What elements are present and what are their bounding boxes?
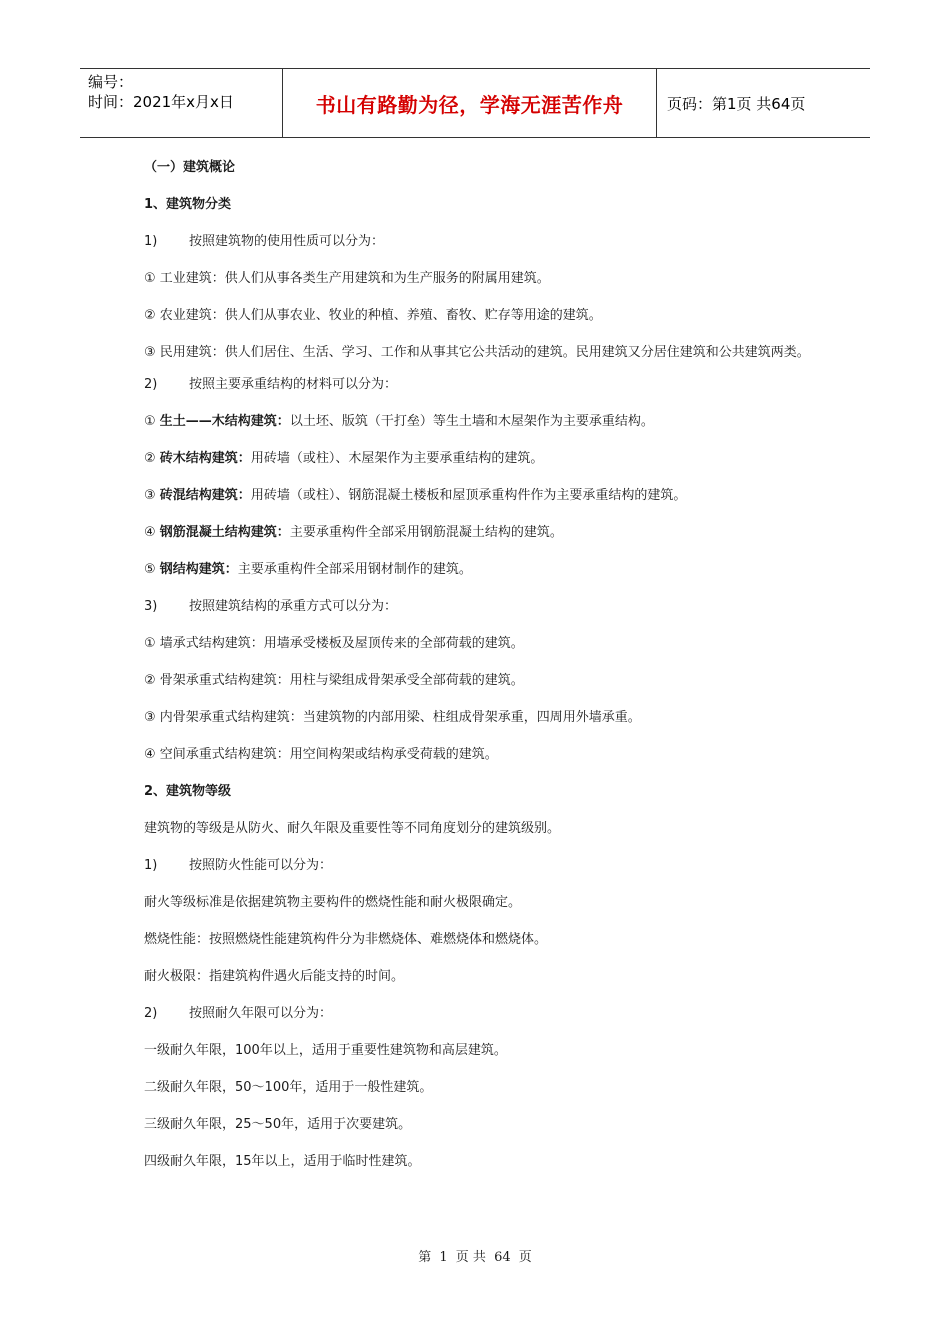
item-marker: ② — [144, 451, 160, 466]
section-heading — [144, 195, 824, 214]
list-number: 2) — [144, 1006, 158, 1021]
text-line — [144, 486, 824, 505]
text-line — [144, 412, 824, 431]
text-line — [144, 597, 824, 616]
footer-mid: 页 共 — [455, 1250, 486, 1265]
text-line — [144, 708, 824, 727]
line-text: 用砖墙（或柱）、钢筋混凝土楼板和屋顶承重构件作为主要承重结构的建筑。 — [250, 488, 687, 503]
line-text: ④ 空间承重式结构建筑：用空间构架或结构承受荷载的建筑。 — [144, 747, 498, 762]
line-text: 主要承重构件全部采用钢材制作的建筑。 — [237, 562, 472, 577]
line-text: 三级耐久年限，25～50年，适用于次要建筑。 — [144, 1117, 412, 1132]
text-line — [144, 893, 824, 912]
line-text: ③ 民用建筑：供人们居住、生活、学习、工作和从事其它公共活动的建筑。民用建筑又分居住建筑和公共建筑两类。 — [144, 345, 810, 360]
text-line — [144, 671, 824, 690]
line-text: 主要承重构件全部采用钢筋混凝土结构的建筑。 — [289, 525, 563, 540]
line-text: 二级耐久年限，50～100年，适用于一般性建筑。 — [144, 1080, 433, 1095]
line-text: 一级耐久年限，100年以上，适用于重要性建筑物和高层建筑。 — [144, 1043, 507, 1058]
text-line — [144, 523, 824, 542]
line-text: 燃烧性能：按照燃烧性能建筑构件分为非燃烧体、难燃烧体和燃烧体。 — [144, 932, 548, 947]
list-number: 2) — [144, 377, 158, 392]
line-text: 建筑物的等级是从防火、耐久年限及重要性等不同角度划分的建筑级别。 — [144, 821, 561, 836]
footer-page-number: 1 — [439, 1250, 448, 1265]
text-line — [144, 306, 824, 325]
line-text: 用砖墙（或柱）、木屋架作为主要承重结构的建筑。 — [250, 451, 544, 466]
text-line — [144, 269, 824, 288]
line-text: 四级耐久年限，15年以上，适用于临时性建筑。 — [144, 1154, 421, 1169]
section-heading — [144, 782, 824, 801]
text-line — [144, 819, 824, 838]
item-marker: ③ — [144, 488, 160, 503]
text-line — [144, 634, 824, 653]
line-text: 按照主要承重结构的材料可以分为： — [189, 377, 398, 392]
date-label: 时间：2021年x月x日 — [88, 93, 234, 111]
term-label: 钢筋混凝土结构建筑： — [159, 525, 290, 540]
text-line — [144, 560, 824, 579]
text-line — [144, 1078, 824, 1097]
text-line — [144, 375, 824, 394]
item-marker: ⑤ — [144, 562, 160, 577]
line-text: 耐火极限：指建筑构件遇火后能支持的时间。 — [144, 969, 405, 984]
item-marker: ④ — [144, 525, 160, 540]
footer-post: 页 — [518, 1250, 532, 1265]
line-text: 按照建筑物的使用性质可以分为： — [189, 234, 385, 249]
footer-pre: 第 — [418, 1250, 432, 1265]
motto-text: 书山有路勤为径，学海无涯苦作舟 — [282, 69, 657, 137]
line-text: 按照防火性能可以分为： — [189, 858, 333, 873]
text-line — [144, 343, 824, 362]
term-label: 生土——木结构建筑： — [159, 414, 290, 429]
text-line — [144, 856, 824, 875]
document-body — [144, 158, 824, 1189]
line-text: ② 农业建筑：供人们从事农业、牧业的种植、养殖、畜牧、贮存等用途的建筑。 — [144, 308, 602, 323]
line-text: 按照耐久年限可以分为： — [189, 1006, 333, 1021]
footer-total-pages: 64 — [494, 1250, 511, 1265]
text-line — [144, 745, 824, 764]
term-label: 砖混结构建筑： — [159, 488, 251, 503]
header-left-cell — [80, 69, 282, 137]
text-line — [144, 449, 824, 468]
code-label: 编号： — [88, 73, 134, 91]
line-text: ② 骨架承重式结构建筑：用柱与梁组成骨架承受全部荷载的建筑。 — [144, 673, 524, 688]
text-line — [144, 1004, 824, 1023]
text-line — [144, 1115, 824, 1134]
line-text: 以土坯、版筑（干打垒）等生土墙和木屋架作为主要承重结构。 — [289, 414, 654, 429]
line-text: ① 工业建筑：供人们从事各类生产用建筑和为生产服务的附属用建筑。 — [144, 271, 550, 286]
list-number: 3) — [144, 599, 158, 614]
line-text: 1、建筑物分类 — [144, 197, 232, 212]
list-number: 1) — [144, 858, 158, 873]
item-marker: ① — [144, 414, 160, 429]
term-label: 砖木结构建筑： — [159, 451, 251, 466]
line-text: ① 墙承式结构建筑：用墙承受楼板及屋顶传来的全部荷载的建筑。 — [144, 636, 524, 651]
line-text: 2、建筑物等级 — [144, 784, 232, 799]
line-text: （一）建筑概论 — [144, 160, 236, 175]
text-line — [144, 967, 824, 986]
text-line — [144, 930, 824, 949]
line-text: ③ 内骨架承重式结构建筑：当建筑物的内部用梁、柱组成骨架承重，四周用外墙承重。 — [144, 710, 641, 725]
text-line — [144, 232, 824, 251]
text-line — [144, 1041, 824, 1060]
section-heading — [144, 158, 824, 177]
text-line — [144, 1152, 824, 1171]
page-header — [80, 68, 870, 138]
page-footer — [0, 1246, 950, 1265]
line-text: 按照建筑结构的承重方式可以分为： — [189, 599, 398, 614]
page-info: 页码：第1页 共64页 — [667, 94, 806, 113]
line-text: 耐火等级标准是依据建筑物主要构件的燃烧性能和耐火极限确定。 — [144, 895, 522, 910]
term-label: 钢结构建筑： — [159, 562, 238, 577]
list-number: 1) — [144, 234, 158, 249]
